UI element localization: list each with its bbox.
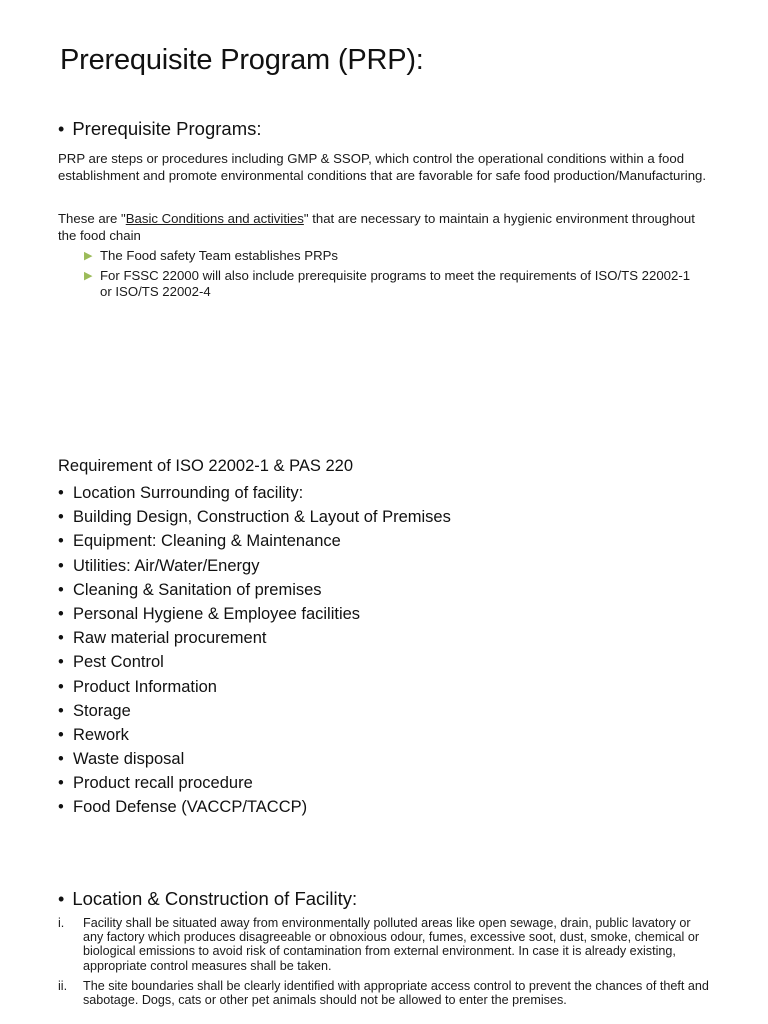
section-heading-text: Location & Construction of Facility: — [72, 888, 358, 909]
prp-sub-list — [84, 248, 704, 304]
list-item-number: i. — [58, 916, 65, 930]
requirements-list — [58, 481, 451, 820]
list-item-text: Raw material procurement — [73, 629, 267, 648]
bullet-dot: • — [58, 580, 64, 599]
list-item-text: Facility shall be situated away from environmentally polluted areas like open sewage, drain, public lavatory or any factory which produces disagreeable or obnoxious odour, fumes, excessive soot, dust, smoke, chemical or biological emissions to avoid risk of contamination from external environment. In case it is already existing, appropriate control measures shall be taken. — [83, 916, 700, 973]
list-item-text: Food Defense (VACCP/TACCP) — [73, 798, 308, 817]
list-item-text: Location Surrounding of facility: — [73, 484, 304, 502]
list-item — [58, 675, 451, 699]
list-item-text: Pest Control — [73, 653, 164, 672]
bullet-dot: • — [58, 888, 65, 909]
bullet-dot: • — [58, 725, 64, 744]
bullet-dot: • — [58, 798, 64, 817]
bullet-dot: • — [58, 677, 64, 696]
section-heading-text: Prerequisite Programs: — [72, 118, 262, 139]
bullet-dot: • — [58, 750, 64, 769]
list-item — [58, 771, 451, 795]
list-item — [58, 916, 712, 973]
list-item — [58, 699, 451, 723]
bullet-dot: • — [58, 118, 65, 139]
basic-conditions-paragraph — [58, 211, 710, 244]
list-item-text: Storage — [73, 701, 131, 720]
list-item — [58, 505, 451, 529]
location-construction-list — [58, 916, 712, 1013]
bullet-dot: • — [58, 604, 64, 623]
bullet-dot: • — [58, 508, 64, 527]
list-item-text: Waste disposal — [73, 750, 185, 769]
bullet-dot: • — [58, 629, 64, 648]
triangle-bullet-icon: ▶ — [84, 250, 93, 262]
list-item — [58, 578, 451, 602]
list-item-text: Cleaning & Sanitation of premises — [73, 580, 322, 599]
list-item — [58, 650, 451, 674]
bullet-dot: • — [58, 774, 64, 793]
list-item-text: The site boundaries shall be clearly identified with appropriate access control to prevent the chances of theft and sabotage. Dogs, cats or other pet animals should not be allowed to enter the premises. — [83, 978, 709, 1008]
list-item-text: Rework — [73, 725, 129, 744]
list-item-text: The Food safety Team establishes PRPs — [100, 248, 338, 263]
list-item — [58, 795, 451, 819]
basic-conditions-underlined: Basic Conditions and activities — [125, 211, 304, 226]
list-item-text: Personal Hygiene & Employee facilities — [73, 604, 361, 623]
requirement-heading: Requirement of ISO 22002-1 & PAS 220 — [58, 457, 354, 475]
page-title: Prerequisite Program (PRP): — [60, 44, 424, 76]
triangle-bullet-icon: ▶ — [84, 269, 93, 282]
section-heading-location-construction — [58, 888, 357, 910]
bullet-dot: • — [58, 556, 64, 575]
bullet-dot: • — [58, 653, 64, 672]
list-item-number: ii. — [58, 978, 68, 993]
section-heading-prerequisite-programs — [58, 118, 262, 140]
list-item — [58, 626, 451, 650]
bullet-dot: • — [58, 532, 64, 551]
prp-definition-paragraph: PRP are steps or procedures including GMP & SSOP, which control the operational conditions within a food establishment and promote environmental conditions that are favorable for safe food production/Manufacturing. — [58, 151, 707, 183]
list-item-text: For FSSC 22000 will also include prerequisite programs to meet the requirements of ISO/TS 22002-1 or ISO/TS 22002-4 — [100, 267, 691, 299]
list-item — [58, 554, 451, 578]
list-item-text: Building Design, Construction & Layout of Premises — [73, 508, 451, 527]
para-suffix: " that are necessary to maintain a hygienic environment throughout the food chain — [58, 211, 695, 243]
list-item — [58, 723, 451, 747]
bullet-dot: • — [58, 484, 64, 502]
list-item — [58, 747, 451, 771]
list-item-text: Equipment: Cleaning & Maintenance — [73, 532, 341, 551]
para-prefix: These are " — [58, 211, 126, 226]
list-item-text: Utilities: Air/Water/Energy — [73, 556, 260, 575]
list-item — [58, 481, 451, 505]
list-item — [58, 529, 451, 553]
list-item — [84, 248, 704, 265]
list-item-text: Product recall procedure — [73, 774, 253, 793]
list-item — [84, 268, 704, 301]
bullet-dot: • — [58, 701, 64, 720]
list-item-text: Product Information — [73, 677, 217, 696]
list-item — [58, 979, 712, 1007]
list-item — [58, 602, 451, 626]
